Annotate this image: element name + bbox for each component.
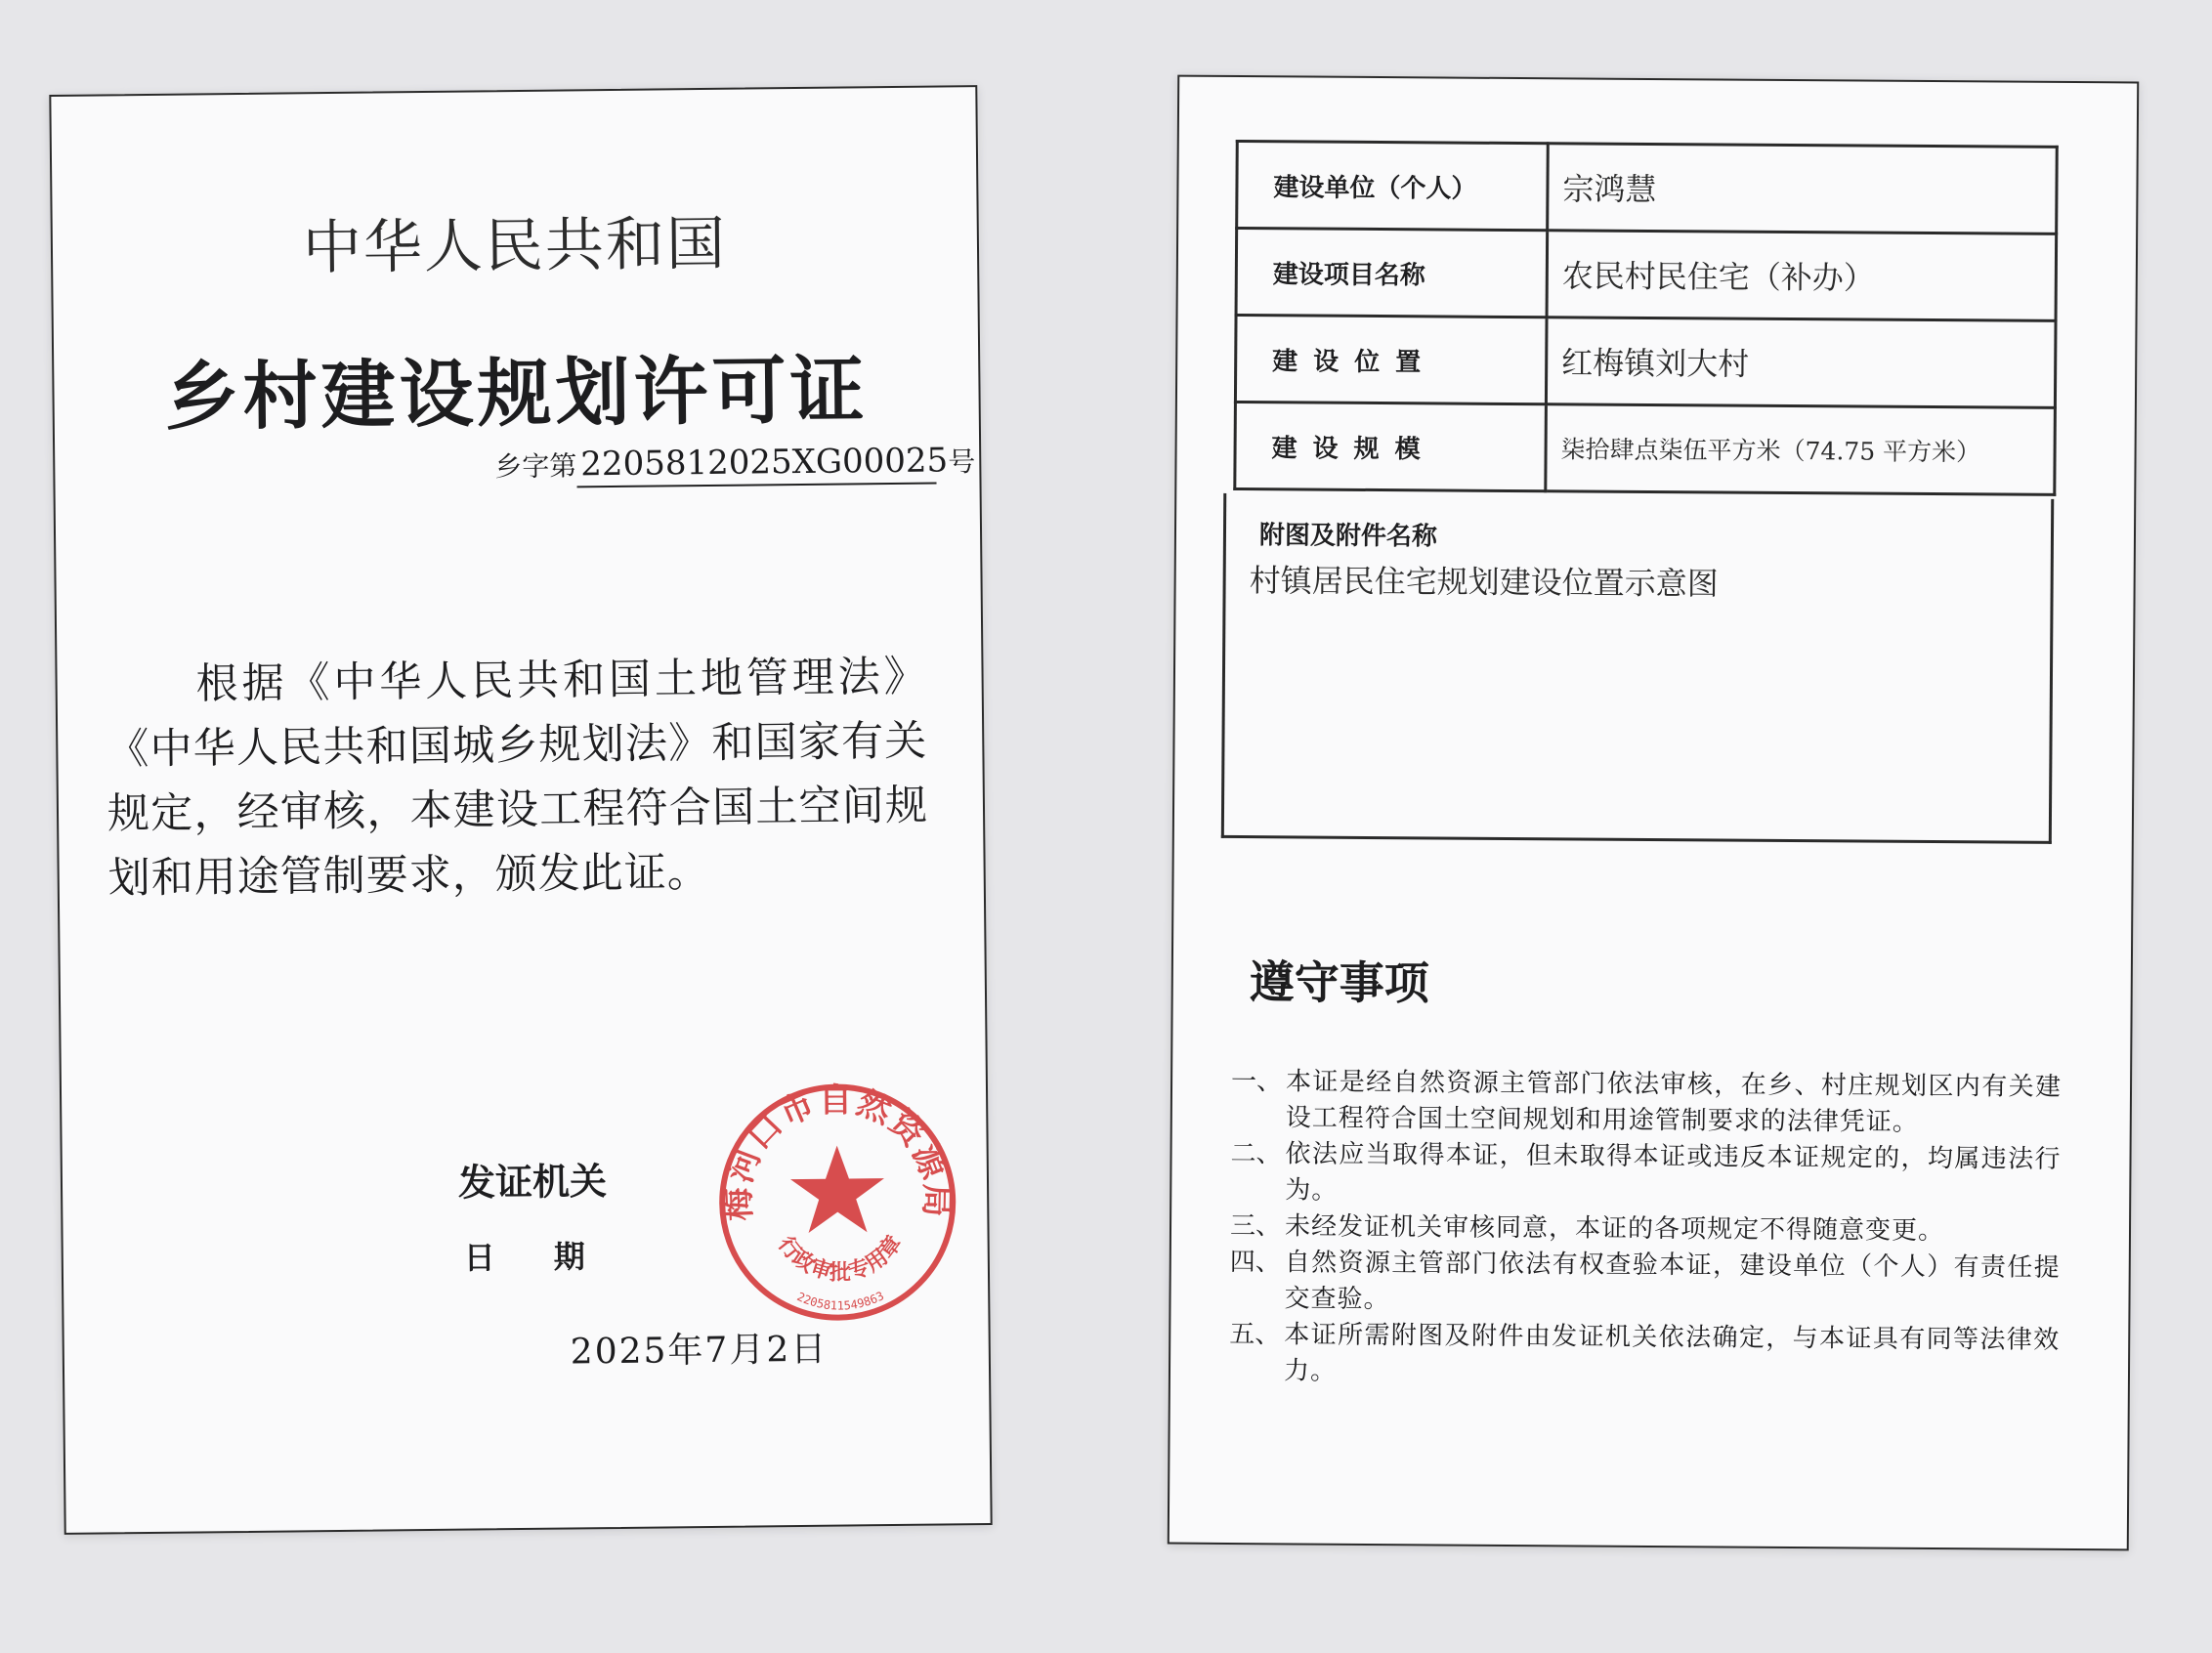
project-info-table [1233,140,2058,496]
note-text: 未经发证机关审核同意，本证的各项规定不得随意变更。 [1284,1211,1945,1247]
seal-sub-text: 行政审批专用章 [773,1231,908,1286]
note-number: 五、 [1229,1319,1281,1350]
country-name: 中华人民共和国 [302,209,728,283]
certificate-number [494,441,975,488]
table-row [1237,142,2058,234]
table-row [1235,316,2056,408]
table-row-label: 建设规模 [1235,403,1547,491]
note-text: 本证是经自然资源主管部门依法审核，在乡、村庄规划区内有关建设工程符合国土空间规划和用途管制要求的法律凭证。 [1285,1067,2063,1137]
table-row-label: 建设单位（个人） [1237,142,1549,231]
svg-text:行政审批专用章 [773,1231,908,1287]
note-text: 本证所需附图及附件由发证机关依法确定，与本证具有同等法律效力。 [1283,1320,2061,1386]
issue-date: 2025年7月2日 [570,1329,829,1373]
table-row-value: 农民村民住宅（补办） [1547,231,2057,321]
attachments-box [1221,493,2054,844]
notes-title: 遵守事项 [1249,955,1429,1010]
attachments-value: 村镇居民住宅规划建设位置示意图 [1249,562,1719,603]
note-number: 二、 [1230,1138,1282,1169]
note-number: 四、 [1229,1247,1281,1278]
seal-code-text: 2205811549863 [794,1289,886,1313]
table-row-label: 建设位置 [1235,316,1547,404]
certificate-title: 乡村建设规划许可证 [164,346,869,441]
certificate-statement: 根据《中华人民共和国土地管理法》《中华人民共和国城乡规划法》和国家有关规定，经审核，本建设工程符合国土空间规划和用途管制要求，颁发此证。 [106,652,929,904]
note-number: 三、 [1229,1210,1282,1242]
issuing-authority-label: 发证机关 [457,1160,608,1205]
certificate-back-page [1168,75,2139,1551]
list-item [1230,1208,2061,1250]
table-row-value: 柒拾肆点柒伍平方米（74.75 平方米） [1546,404,2056,495]
table-row-label: 建设项目名称 [1236,229,1548,318]
certificate-front-page [49,85,992,1535]
table-row-value: 红梅镇刘大村 [1546,318,2056,408]
official-seal [714,1074,961,1331]
date-label: 日期 [463,1237,645,1277]
list-item [1230,1136,2061,1214]
list-item [1231,1064,2062,1142]
certificate-number-value: 2205812025XG00025 [576,442,936,488]
table-row-value: 宗鸿慧 [1548,144,2058,234]
certificate-number-suffix: 号 [948,445,976,479]
table-row [1235,403,2056,495]
list-item [1229,1245,2060,1323]
certificate-number-prefix: 乡字第 [494,449,577,484]
list-item [1229,1317,2060,1395]
table-row [1236,229,2057,321]
note-number: 一、 [1230,1066,1283,1097]
note-text: 自然资源主管部门依法有权查验本证，建设单位（个人）有责任提交查验。 [1284,1248,2061,1315]
seal-main-text: 梅河口市自然资源局 [718,1081,957,1222]
attachments-label: 附图及附件名称 [1258,521,1438,552]
notes-list [1229,1064,2062,1395]
note-text: 依法应当取得本证，但未取得本证或违反本证规定的，均属违法行为。 [1285,1139,2062,1206]
